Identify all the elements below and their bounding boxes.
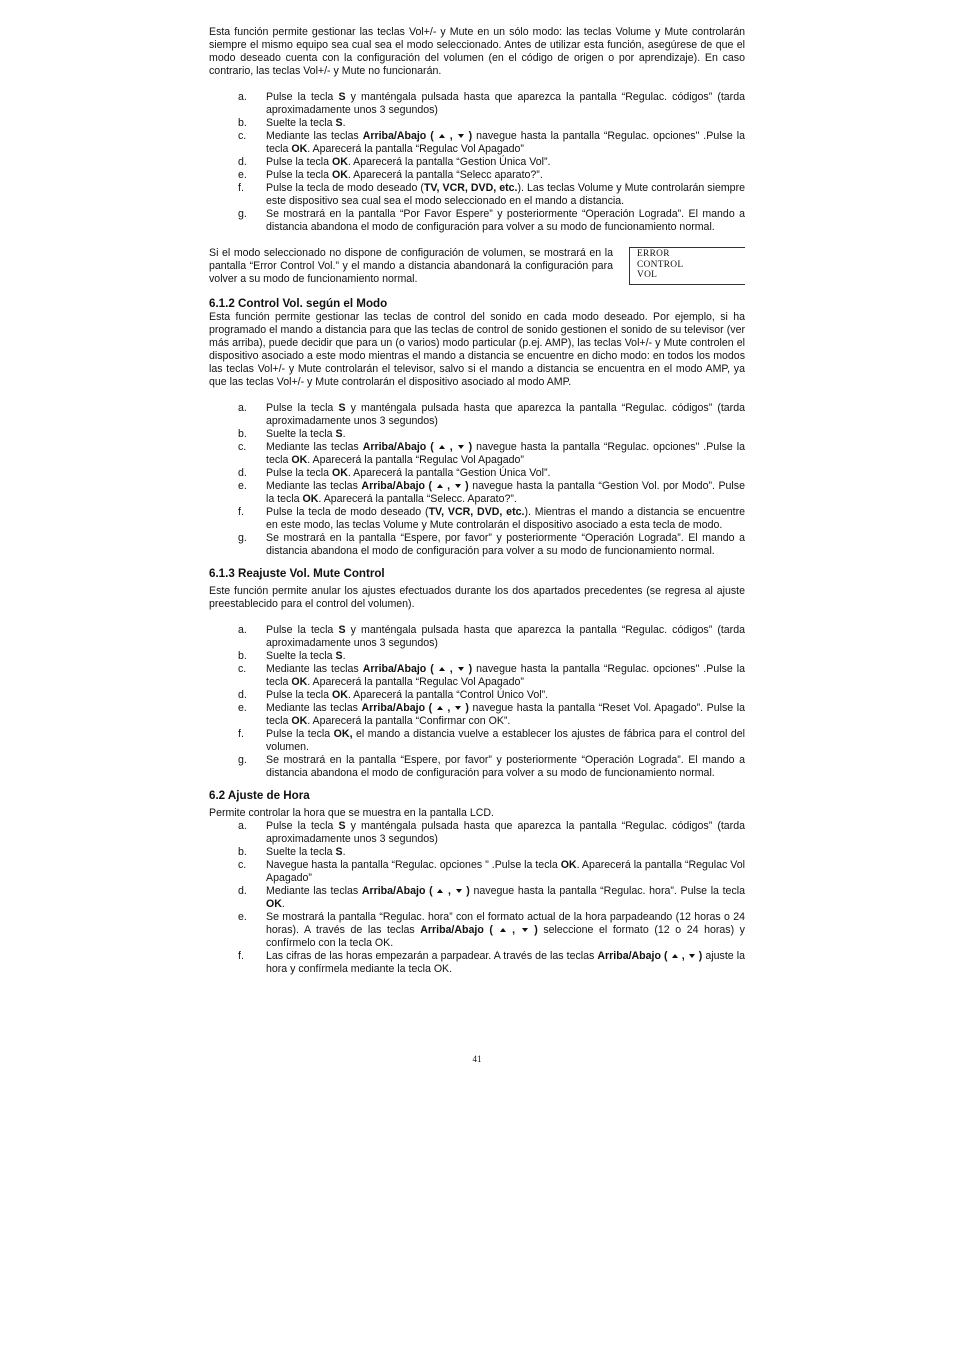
- lcd-line: VOL: [637, 270, 658, 281]
- list-item-text: Mediante las teclas Arriba/Abajo ( , ) navegue hasta la pantalla “Regulac. opciones" .Pulse la tecla OK. Aparecerá la pantalla “Regulac Vol Apagado”: [266, 441, 745, 466]
- list-item-letter: b.: [238, 117, 247, 129]
- list-item-letter: d.: [238, 156, 247, 168]
- section-6-1-2-paragraph: Esta función permite gestionar las teclas de control del sonido en cada modo deseado. Por ejemplo, si ha programado el mando a distancia para que las teclas de control de sonido gestionen el sonido de su televisor (ver más arriba), puede decidir que para un (o varios) modo particular (p.ej. AMP), las teclas Vol+/- y Mute controlen el dispositivo asociado a este modo mientras el mando a distancia se encuentre en dicho modo: en todos los modos las teclas Vol+/- y Mute controlarán el televisor, salvo si el mando a distancia se encuentra en el modo AMP, ya que las teclas Vol+/- y Mute controlarán el dispositivo asociado al modo AMP.: [209, 311, 745, 388]
- list-item-letter: c.: [238, 130, 247, 142]
- list-item-text: Pulse la tecla S y manténgala pulsada hasta que aparezca la pantalla “Regulac. códigos” (tarda aproximadamente unos 3 segundos): [266, 91, 745, 116]
- list-item: [209, 911, 745, 950]
- list-item-letter: e.: [238, 480, 247, 492]
- arrow-up-icon: [437, 706, 443, 710]
- section-6-2-steps: [209, 820, 745, 976]
- page-number: 41: [472, 1054, 482, 1064]
- arrow-down-icon: [689, 954, 695, 958]
- arrow-up-icon: [437, 484, 443, 488]
- list-item: [209, 885, 745, 911]
- list-item-letter: d.: [238, 689, 247, 701]
- list-item: [209, 859, 745, 885]
- list-item-text: Se mostrará en la pantalla “Por Favor Espere” y posteriormente “Operación Lograda”. El mando a distancia abandona el modo de configuración para volver a su modo de funcionamiento normal.: [266, 208, 745, 233]
- intro-paragraph: Esta función permite gestionar las teclas Vol+/- y Mute en un sólo modo: las teclas Volume y Mute controlarán siempre el mismo equipo sea cual sea el modo seleccionado. Antes de utilizar esta función, asegúrese de que el modo deseado cuenta con la configuración del volumen (en el código de origen o por aprendizaje). En caso contrario, las teclas Vol+/- y Mute no funcionarán.: [209, 26, 745, 77]
- error-note: [209, 247, 745, 286]
- list-item: [209, 441, 745, 467]
- list-item-letter: d.: [238, 467, 247, 479]
- list-item-letter: f.: [238, 506, 244, 518]
- list-item-text: Mediante las teclas Arriba/Abajo ( , ) navegue hasta la pantalla “Regulac. hora”. Pulse la tecla OK.: [266, 885, 745, 910]
- list-item-letter: b.: [238, 846, 247, 858]
- list-item-letter: a.: [238, 624, 247, 636]
- list-item: [209, 169, 745, 182]
- list-item-text: Suelte la tecla S.: [266, 650, 346, 662]
- list-item: [209, 702, 745, 728]
- list-item: [209, 846, 745, 859]
- lcd-screen-illustration: [629, 247, 745, 285]
- list-item-letter: f.: [238, 950, 244, 962]
- lcd-line: ERROR: [637, 249, 670, 259]
- list-item-letter: d.: [238, 885, 247, 897]
- list-item: [209, 156, 745, 169]
- list-item: [209, 532, 745, 558]
- arrow-up-icon: [439, 445, 445, 449]
- list-item-text: Suelte la tecla S.: [266, 846, 346, 858]
- list-item-text: Suelte la tecla S.: [266, 117, 346, 129]
- arrow-up-icon: [439, 134, 445, 138]
- list-item-text: Suelte la tecla S.: [266, 428, 346, 440]
- list-item-text: Pulse la tecla OK. Aparecerá la pantalla “Gestion Única Vol”.: [266, 467, 551, 479]
- list-item-letter: g.: [238, 532, 247, 544]
- section-6-1-3-paragraph: Este función permite anular los ajustes efectuados durante los dos apartados precedentes (se regresa al ajuste preestablecido para el control del volumen).: [209, 585, 745, 610]
- page-content: [209, 26, 745, 976]
- section-6-1-3-steps: [209, 624, 745, 780]
- list-item-letter: c.: [238, 441, 247, 453]
- section-title-6-2: 6.2 Ajuste de Hora: [209, 789, 310, 802]
- list-item-text: Pulse la tecla OK. Aparecerá la pantalla “Selecc aparato?”.: [266, 169, 543, 181]
- list-item: [209, 624, 745, 650]
- list-item-letter: a.: [238, 91, 247, 103]
- list-item: [209, 182, 745, 208]
- list-item-text: Mediante las teclas Arriba/Abajo ( , ) navegue hasta la pantalla “Regulac. opciones" .Pulse la tecla OK. Aparecerá la pantalla “Regulac Vol Apagado”: [266, 130, 745, 155]
- list-item-text: Navegue hasta la pantalla “Regulac. opciones " .Pulse la tecla OK. Aparecerá la pantalla “Regulac Vol Apagado”: [266, 859, 746, 884]
- arrow-down-icon: [455, 706, 461, 710]
- list-item-text: Pulse la tecla S y manténgala pulsada hasta que aparezca la pantalla “Regulac. códigos” (tarda aproximadamente unos 3 segundos): [266, 820, 745, 845]
- list-item: [209, 506, 745, 532]
- list-item-letter: f.: [238, 182, 244, 194]
- list-item: [209, 689, 745, 702]
- list-item-text: Las cifras de las horas empezarán a parpadear. A través de las teclas Arriba/Abajo ( , ) ajuste la hora y confírmela mediante la tecla OK.: [266, 950, 745, 975]
- section-6-2-paragraph: Permite controlar la hora que se muestra en la pantalla LCD.: [209, 807, 495, 819]
- list-item-text: Se mostrará en la pantalla “Espere, por favor” y posteriormente “Operación Lograda”. El mando a distancia abandona el modo de configuración para volver a su modo de funcionamiento normal.: [266, 754, 745, 779]
- list-item: [209, 728, 745, 754]
- arrow-down-icon: [458, 134, 464, 138]
- list-item-text: Pulse la tecla OK. Aparecerá la pantalla “Control Único Vol”.: [266, 689, 549, 701]
- list-item-text: Pulse la tecla S y manténgala pulsada hasta que aparezca la pantalla “Regulac. códigos” (tarda aproximadamente unos 3 segundos): [266, 624, 745, 649]
- list-item-text: Se mostrará en la pantalla “Espere, por favor” y posteriormente “Operación Lograda”. El mando a distancia abandona el modo de configuración para volver a su modo de funcionamiento normal.: [266, 532, 745, 557]
- list-item-text: Pulse la tecla OK, el mando a distancia vuelve a establecer los ajustes de fábrica para el control del volumen.: [266, 728, 746, 753]
- arrow-down-icon: [455, 484, 461, 488]
- arrow-down-icon: [458, 445, 464, 449]
- list-item-letter: e.: [238, 702, 247, 714]
- list-item: [209, 428, 745, 441]
- list-item: [209, 663, 745, 689]
- section-title-6-1-2: 6.1.2 Control Vol. según el Modo: [209, 297, 388, 310]
- list-item-text: Pulse la tecla OK. Aparecerá la pantalla “Gestion Única Vol”.: [266, 156, 551, 168]
- list-item: [209, 650, 745, 663]
- list-item-letter: a.: [238, 820, 247, 832]
- list-item: [209, 480, 745, 506]
- list-item-text: Pulse la tecla de modo deseado (TV, VCR, DVD, etc.). Mientras el mando a distancia se encuentre en este modo, las teclas Volume y Mute controlarán el dispositivo asociado a esta tecla de modo.: [266, 506, 745, 531]
- arrow-down-icon: [456, 889, 462, 893]
- list-item: [209, 820, 745, 846]
- list-item-letter: a.: [238, 402, 247, 414]
- list-item: [209, 91, 745, 117]
- arrow-up-icon: [672, 954, 678, 958]
- list-item: [209, 117, 745, 130]
- list-item-letter: b.: [238, 650, 247, 662]
- list-item-letter: e.: [238, 911, 247, 923]
- arrow-down-icon: [458, 667, 464, 671]
- list-item-letter: g.: [238, 208, 247, 220]
- section-title-6-1-3: 6.1.3 Reajuste Vol. Mute Control: [209, 567, 385, 580]
- list-item-letter: e.: [238, 169, 247, 181]
- list-item: [209, 208, 745, 234]
- list-item: [209, 402, 745, 428]
- list-item: [209, 467, 745, 480]
- list-item-letter: g.: [238, 754, 247, 766]
- arrow-up-icon: [500, 928, 506, 932]
- list-item: [209, 754, 745, 780]
- arrow-down-icon: [522, 928, 528, 932]
- list-item-letter: b.: [238, 428, 247, 440]
- list-item-letter: c.: [238, 663, 247, 675]
- lcd-line: CONTROL: [637, 259, 684, 270]
- list-item-text: Se mostrará la pantalla “Regulac. hora” con el formato actual de la hora parpadeando (12 horas o 24 horas). A través de las teclas Arriba/Abajo ( , ) seleccione el formato (12 o 24 horas) y confírmelo con la tecla OK.: [266, 911, 745, 949]
- list-item-text: Mediante las teclas Arriba/Abajo ( , ) navegue hasta la pantalla “Reset Vol. Apagado”. Pulse la tecla OK. Aparecerá la pantalla “Confirmar con OK”.: [266, 702, 745, 727]
- arrow-up-icon: [439, 667, 445, 671]
- list-item-letter: c.: [238, 859, 247, 871]
- list-item-letter: f.: [238, 728, 244, 740]
- list-item: [209, 130, 745, 156]
- list-item: [209, 950, 745, 976]
- section-6-1-2-steps: [209, 402, 745, 558]
- list-item-text: Pulse la tecla de modo deseado (TV, VCR, DVD, etc.). Las teclas Volume y Mute controlarán siempre este dispositivo sea cual sea el modo seleccionado en el mando a distancia.: [266, 182, 745, 207]
- arrow-up-icon: [437, 889, 443, 893]
- list-item-text: Mediante las teclas Arriba/Abajo ( , ) navegue hasta la pantalla “Regulac. opciones" .Pulse la tecla OK. Aparecerá la pantalla “Regulac Vol Apagado”: [266, 663, 745, 688]
- list-item-text: Mediante las teclas Arriba/Abajo ( , ) navegue hasta la pantalla “Gestion Vol. por Modo”. Pulse la tecla OK. Aparecerá la pantalla “Selecc. Aparato?”.: [266, 480, 745, 505]
- intro-steps: [209, 91, 745, 234]
- list-item-text: Pulse la tecla S y manténgala pulsada hasta que aparezca la pantalla “Regulac. códigos” (tarda aproximadamente unos 3 segundos): [266, 402, 745, 427]
- error-paragraph: Si el modo seleccionado no dispone de configuración de volumen, se mostrará en la pantalla “Error Control Vol.” y el mando a distancia abandonará la configuración para volver a su modo de funcionamiento normal.: [209, 247, 613, 285]
